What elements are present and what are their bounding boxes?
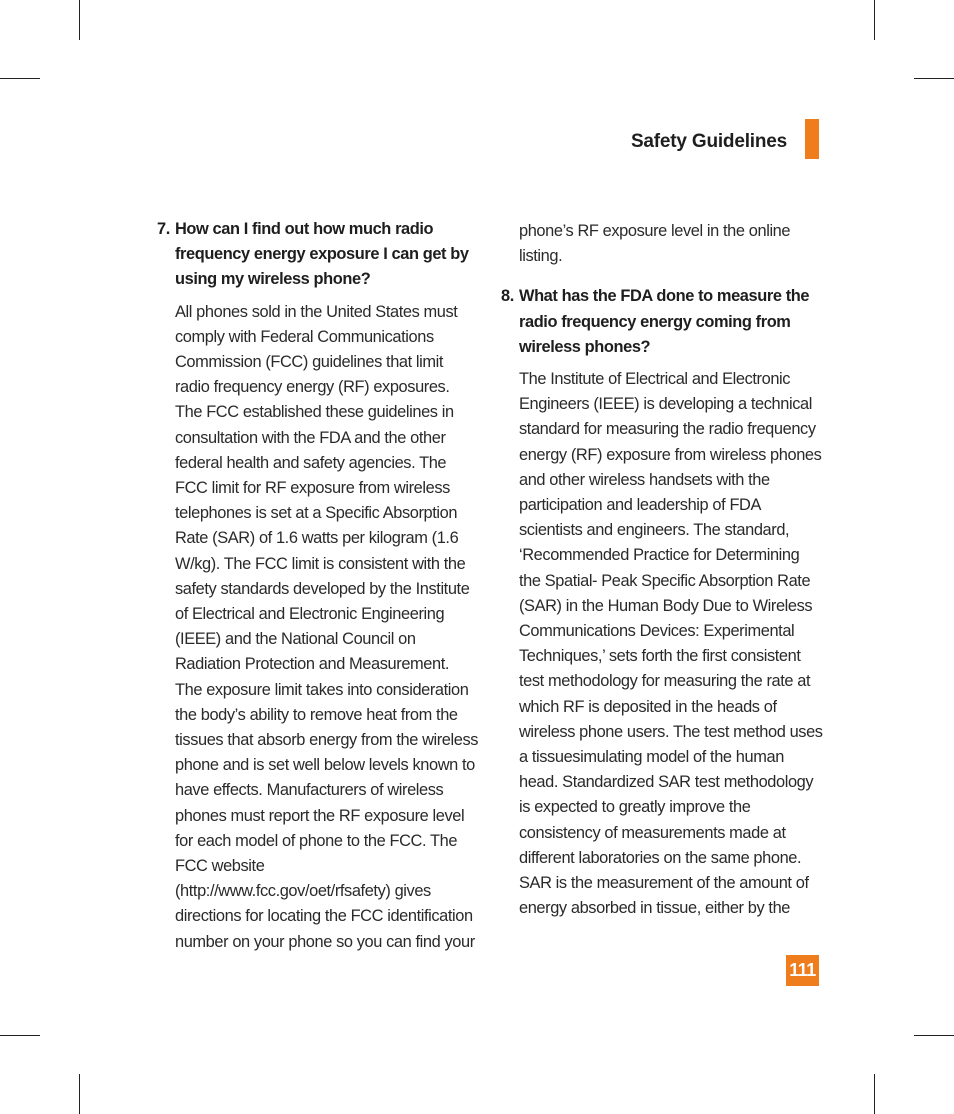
crop-mark-bottom-right-horizontal [914, 1035, 954, 1036]
answer-text: The Institute of Electrical and Electronic Engineers (IEEE) is developing a technical standard for measuring the radio frequency energy (RF) exposure from wireless phones and other wireless handsets with the participation and leadership of FDA scientists and engineers. The standard, ‘Recommended Practice for Determining the Spatial- Peak Specific Absorption Rate (SAR) in the Human Body Due to Wireless Communications Devices: Experimental Techniques,’ sets forth the first consistent test methodology for measuring the rate at which RF is deposited in the heads of wireless phone users. The test method uses a tissuesimulating model of the human head. Standardized SAR test methodology is expected to greatly improve the consistency of measurements made at different laboratories on the same phone. SAR is the measurement of the amount of energy absorbed in tissue, either by the [519, 370, 823, 918]
question-8 [501, 284, 823, 360]
crop-mark-bottom-left-horizontal [0, 1035, 40, 1036]
question-text: What has the FDA done to measure the radio frequency energy coming from wireless phones? [519, 287, 810, 356]
crop-mark-top-right-vertical [874, 0, 875, 40]
answer-continuation-text: phone’s RF exposure level in the online listing. [519, 222, 791, 266]
page-number: 111 [786, 955, 819, 986]
question-text: How can I find out how much radio frequency energy exposure I can get by using my wireless phone? [175, 220, 469, 289]
crop-mark-top-left-horizontal [0, 78, 40, 79]
right-column [501, 219, 823, 921]
question-number: 7. [157, 220, 170, 238]
crop-mark-top-right-horizontal [914, 78, 954, 79]
left-column [157, 217, 479, 955]
question-number: 8. [501, 287, 514, 306]
section-title: Safety Guidelines [630, 131, 787, 152]
answer-text: All phones sold in the United States must comply with Federal Communications Commission (FCC) guidelines that limit radio frequency energy (RF) exposures. The FCC established these guidelines in consultation with the FDA and the other federal health and safety agencies. The FCC limit for RF exposure from wireless telephones is set at a Specific Absorption Rate (SAR) of 1.6 watts per kilogram (1.6 W/kg). The FCC limit is consistent with the safety standards developed by the Institute of Electrical and Electronic Engineering (IEEE) and the National Council on Radiation Protection and Measurement. The exposure limit takes into consideration the body’s ability to remove heat from the tissues that absorb energy from the wireless phone and is set well below levels known to have effects. Manufacturers of wireless phones must report the RF exposure level for each model of phone to the FCC. The FCC website (http://www.fcc.gov/oet/rfsafety) gives directions for locating the FCC identification number on your phone so you can find your [175, 302, 479, 951]
section-tab-marker [805, 119, 819, 159]
crop-mark-bottom-left-vertical [79, 1074, 80, 1114]
crop-mark-bottom-right-vertical [874, 1074, 875, 1114]
crop-mark-top-left-vertical [79, 0, 80, 40]
question-7 [157, 217, 479, 293]
